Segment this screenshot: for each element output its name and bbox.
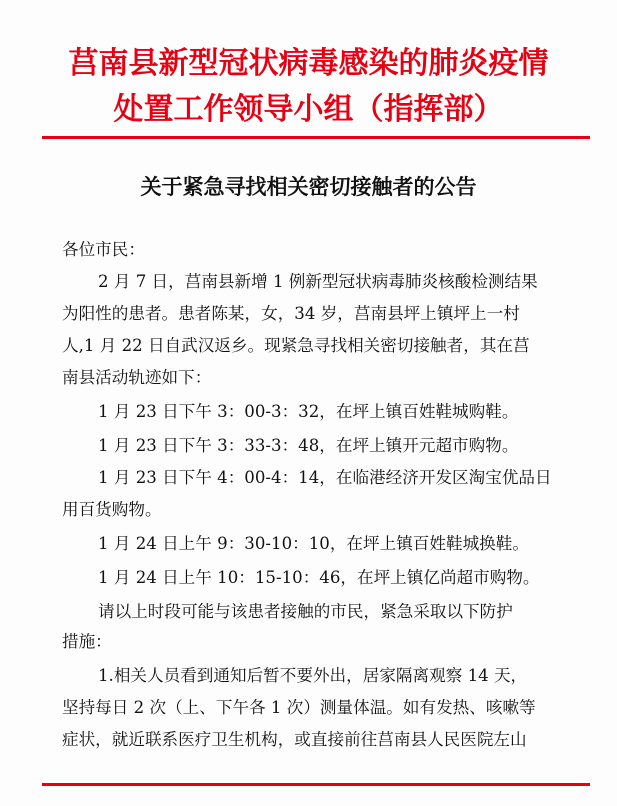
header-title-line1: 莒南县新型冠状病毒感染的肺炎疫情: [68, 46, 549, 81]
track-line-1: 1 月 23 日下午 3：00-3：32，在坪上镇百姓鞋城购鞋。: [98, 402, 519, 421]
track-line-5: 1 月 24 日上午 9：30-10：10，在坪上镇百姓鞋城换鞋。: [98, 534, 529, 553]
track-line-6: 1 月 24 日上午 10：15-10：46，在坪上镇亿尚超市购物。: [98, 568, 540, 587]
document-title: 关于紧急寻找相关密切接触者的公告: [140, 174, 477, 199]
track-line-4: 用百货购物。: [62, 500, 162, 519]
measure-line-2: 坚持每日 2 次（上、下午各 1 次）测量体温。如有发热、咳嗽等: [62, 698, 536, 717]
track-line-2: 1 月 23 日下午 3：33-3：48，在坪上镇开元超市购物。: [98, 436, 519, 455]
intro-line-2: 为阳性的患者。患者陈某，女，34 岁，莒南县坪上镇坪上一村: [62, 304, 520, 323]
appeal-line-2: 措施：: [62, 632, 112, 651]
track-line-3: 1 月 23 日下午 4：00-4：14，在临港经济开发区淘宝优品日: [98, 468, 552, 487]
salutation: 各位市民：: [62, 240, 145, 259]
header-red-rule: [42, 136, 590, 139]
intro-line-4: 南县活动轨迹如下：: [62, 368, 212, 387]
intro-line-1: 2 月 7 日，莒南县新增 1 例新型冠状病毒肺炎核酸检测结果: [98, 272, 538, 291]
intro-line-3: 人,1 月 22 日自武汉返乡。现紧急寻找相关密切接触者，其在莒: [62, 336, 530, 355]
appeal-line-1: 请以上时段可能与该患者接触的市民，紧急采取以下防护: [98, 602, 513, 621]
measure-line-3: 症状，就近联系医疗卫生机构，或直接前往莒南县人民医院左山: [62, 730, 527, 749]
header-title-line2: 处置工作领导小组（指挥部）: [113, 92, 504, 127]
footer-red-rule: [42, 783, 590, 786]
measure-line-1: 1.相关人员看到通知后暂不要外出，居家隔离观察 14 天，: [98, 666, 528, 685]
